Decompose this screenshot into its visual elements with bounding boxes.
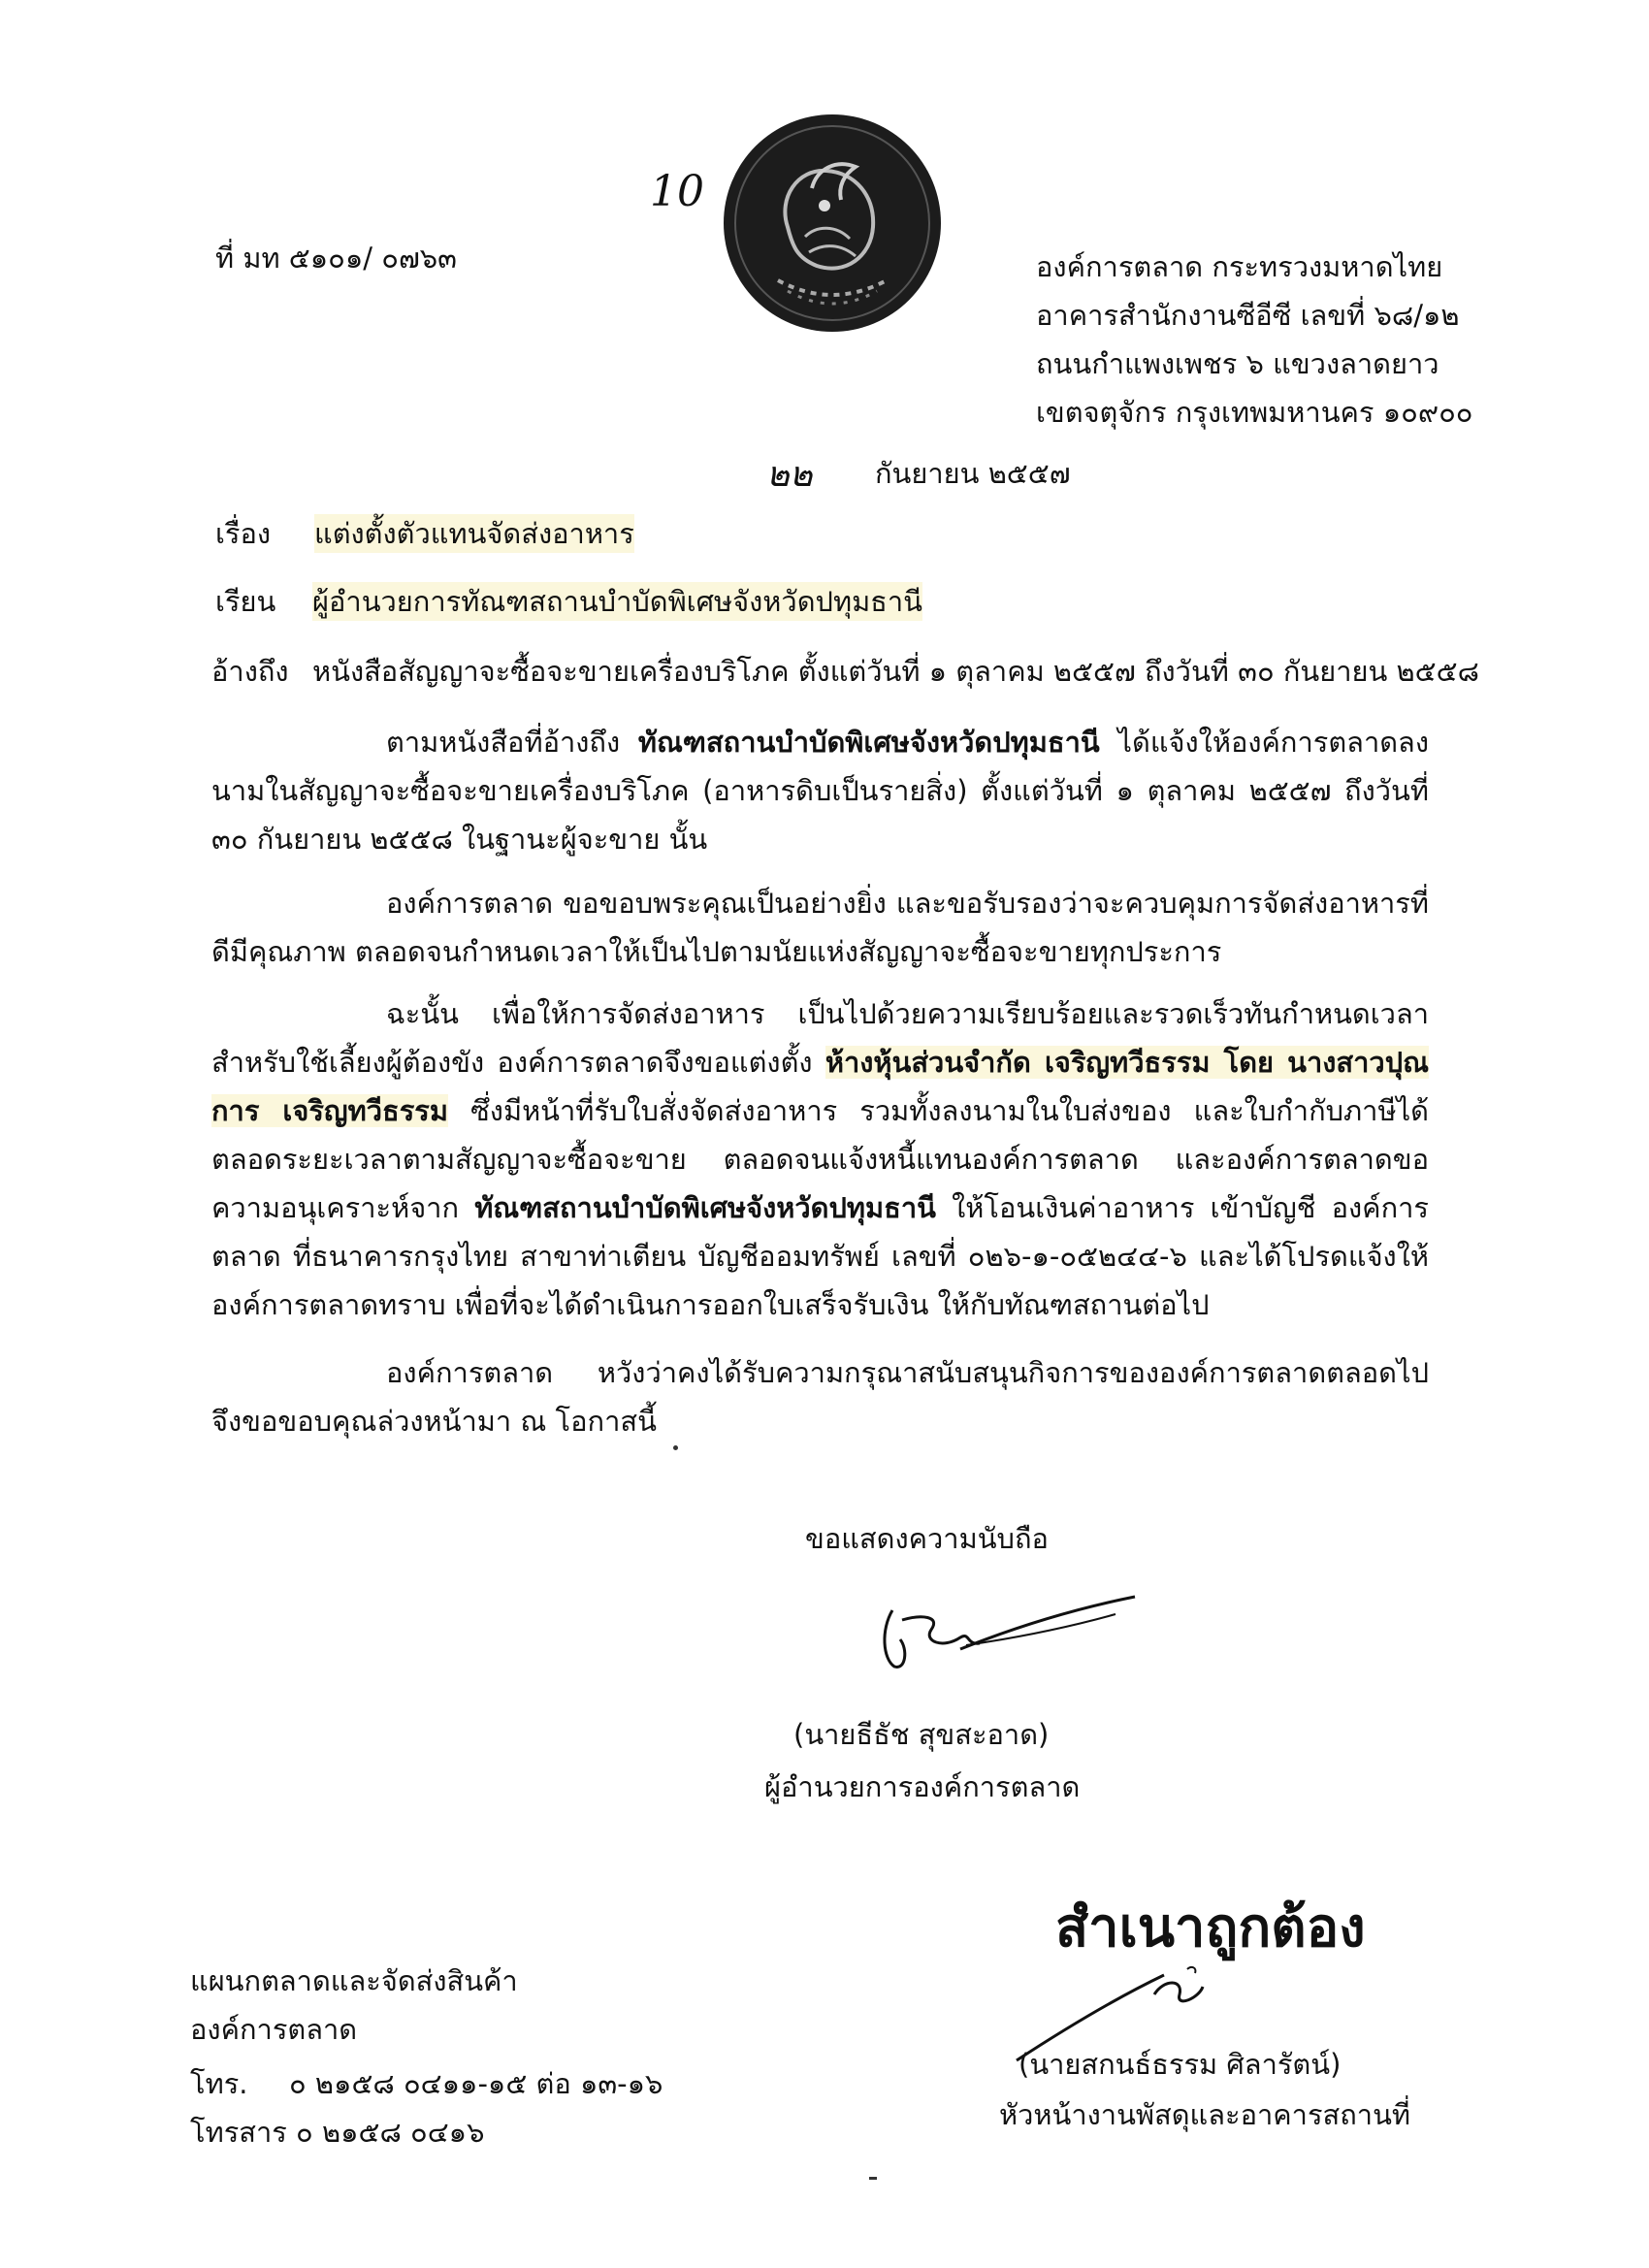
address-line: องค์การตลาด กระทรวงมหาดไทย (1036, 250, 1443, 283)
certifier-title: หัวหน้างานพัสดุและอาคารสถานที่ (999, 2098, 1411, 2131)
handwritten-number: 10 (650, 167, 704, 216)
body-paragraph-2 (211, 879, 1429, 976)
address-line: เขตจตุจักร กรุงเทพมหานคร ๑๐๙๐๐ (1036, 396, 1473, 429)
p3-text-c: ซึ่งมีหน้าที่รับใบสั่งจัดส่งอาหาร รวมทั้งลงนามในใบส่งของ และใบกำกับภาษีได้ตลอดระยะเวลาตามสัญญาจะซื้อจะขาย ตลอดจนแจ้งหนี้แทนองค์การตลาด และองค์การตลาดขอความอนุเคราะห์จาก (211, 1094, 1429, 1224)
speck-mark (673, 1445, 678, 1450)
footer-fax: โทรสาร ๐ ๒๑๕๘ ๐๔๑๖ (190, 2116, 485, 2149)
reference-label: อ้างถึง (211, 655, 289, 688)
emblem-seal-icon (720, 111, 945, 336)
p3-text-bold: ทัณฑสถานบำบัดพิเศษจังหวัดปทุมธานี (474, 1191, 936, 1224)
speck-mark (869, 2177, 877, 2180)
footer-department: แผนกตลาดและจัดส่งสินค้า (190, 1964, 518, 1997)
p1-text-bold: ทัณฑสถานบำบัดพิเศษจังหวัดปทุมธานี (637, 726, 1100, 759)
signer-title: ผู้อำนวยการองค์การตลาด (764, 1770, 1081, 1803)
reference-text: หนังสือสัญญาจะซื้อจะขายเครื่องบริโภค ตั้งแต่วันที่ ๑ ตุลาคม ๒๕๕๗ ถึงวันที่ ๓๐ กันยายน ๒๕๕๘ (312, 655, 1479, 688)
date-handwritten: ๒๒ (766, 455, 813, 495)
body-paragraph-4 (211, 1348, 1429, 1445)
director-signature (873, 1581, 1145, 1688)
p1-text-c: ได้แจ้งให้องค์การตลาดลงนามในสัญญาจะซื้อจะขายเครื่องบริโภค (อาหารดิบเป็นรายสิ่ง) ตั้งแต่วันที่ ๑ ตุลาคม ๒๕๕๗ ถึงวันที่ ๓๐ กันยายน ๒๕๕๘ ในฐานะผู้จะขาย นั้น (211, 726, 1429, 856)
org-address (1036, 243, 1472, 437)
certifier-name: (นายสกนธ์ธรรม ศิลารัตน์) (1018, 2048, 1342, 2081)
to-label: เรียน (215, 585, 276, 618)
subject-label: เรื่อง (215, 517, 272, 550)
address-line: อาคารสำนักงานซีอีซี เลขที่ ๖๘/๑๒ (1036, 299, 1460, 332)
p2-text: องค์การตลาด ขอขอบพระคุณเป็นอย่างยิ่ง และขอรับรองว่าจะควบคุมการจัดส่งอาหารที่ดีมีคุณภาพ ตลอดจนกำหนดเวลาให้เป็นไปตามนัยแห่งสัญญาจะซื้อจะขายทุกประการ (211, 887, 1429, 968)
p1-text-a: ตามหนังสือที่อ้างถึง (386, 726, 638, 759)
footer-org: องค์การตลาด (190, 2013, 358, 2046)
p3-text-a: ฉะนั้น เพื่อให้การจัดส่งอาหาร เป็นไปด้วยความเรียบร้อยและรวดเร็วทันกำหนดเวลาสำหรับใช้เลี้ยงผู้ต้องขัง องค์การตลาดจึงขอแต่งตั้ง (211, 997, 1429, 1079)
footer-tel-value: ๐ ๒๑๕๘ ๐๔๑๑-๑๕ ต่อ ๑๓-๑๖ (289, 2067, 663, 2100)
footer-tel-label: โทร. (190, 2067, 248, 2100)
certified-copy-stamp: สำเนาถูกต้อง (1055, 1895, 1366, 1960)
closing-regards: ขอแสดงความนับถือ (805, 1522, 1049, 1555)
subject-text: แต่งตั้งตัวแทนจัดส่งอาหาร (314, 514, 634, 553)
p3-agent-name: ห้างหุ้นส่วนจำกัด เจริญทวีธรรม โดย นางสาวปุณการ เจริญทวีธรรม (211, 1046, 1430, 1127)
p3-text-e: ให้โอนเงินค่าอาหาร เข้าบัญชี องค์การตลาด ที่ธนาคารกรุงไทย สาขาท่าเตียน บัญชีออมทรัพย์ เลขที่ ๐๒๖-๑-๐๕๒๔๔-๖ และได้โปรดแจ้งให้องค์การตลาดทราบ เพื่อที่จะได้ดำเนินการออกใบเสร็จรับเงิน ให้กับทัณฑสถานต่อไป (211, 1191, 1429, 1321)
letter-date: กันยายน ๒๕๕๗ (875, 457, 1071, 490)
body-paragraph-3 (211, 989, 1429, 1329)
p4-text: องค์การตลาด หวังว่าคงได้รับความกรุณาสนับสนุนกิจการขององค์การตลาดตลอดไป จึงขอขอบคุณล่วงหน้ามา ณ โอกาสนี้ (211, 1356, 1429, 1438)
body-paragraph-1 (211, 718, 1429, 863)
reference-number: ที่ มท ๕๑๐๑/ ๐๗๖๓ (215, 242, 457, 275)
to-recipient: ผู้อำนวยการทัณฑสถานบำบัดพิเศษจังหวัดปทุมธานี (312, 582, 922, 621)
signer-name: (นายธีธัช สุขสะอาด) (793, 1718, 1050, 1751)
address-line: ถนนกำแพงเพชร ๖ แขวงลาดยาว (1036, 347, 1439, 380)
